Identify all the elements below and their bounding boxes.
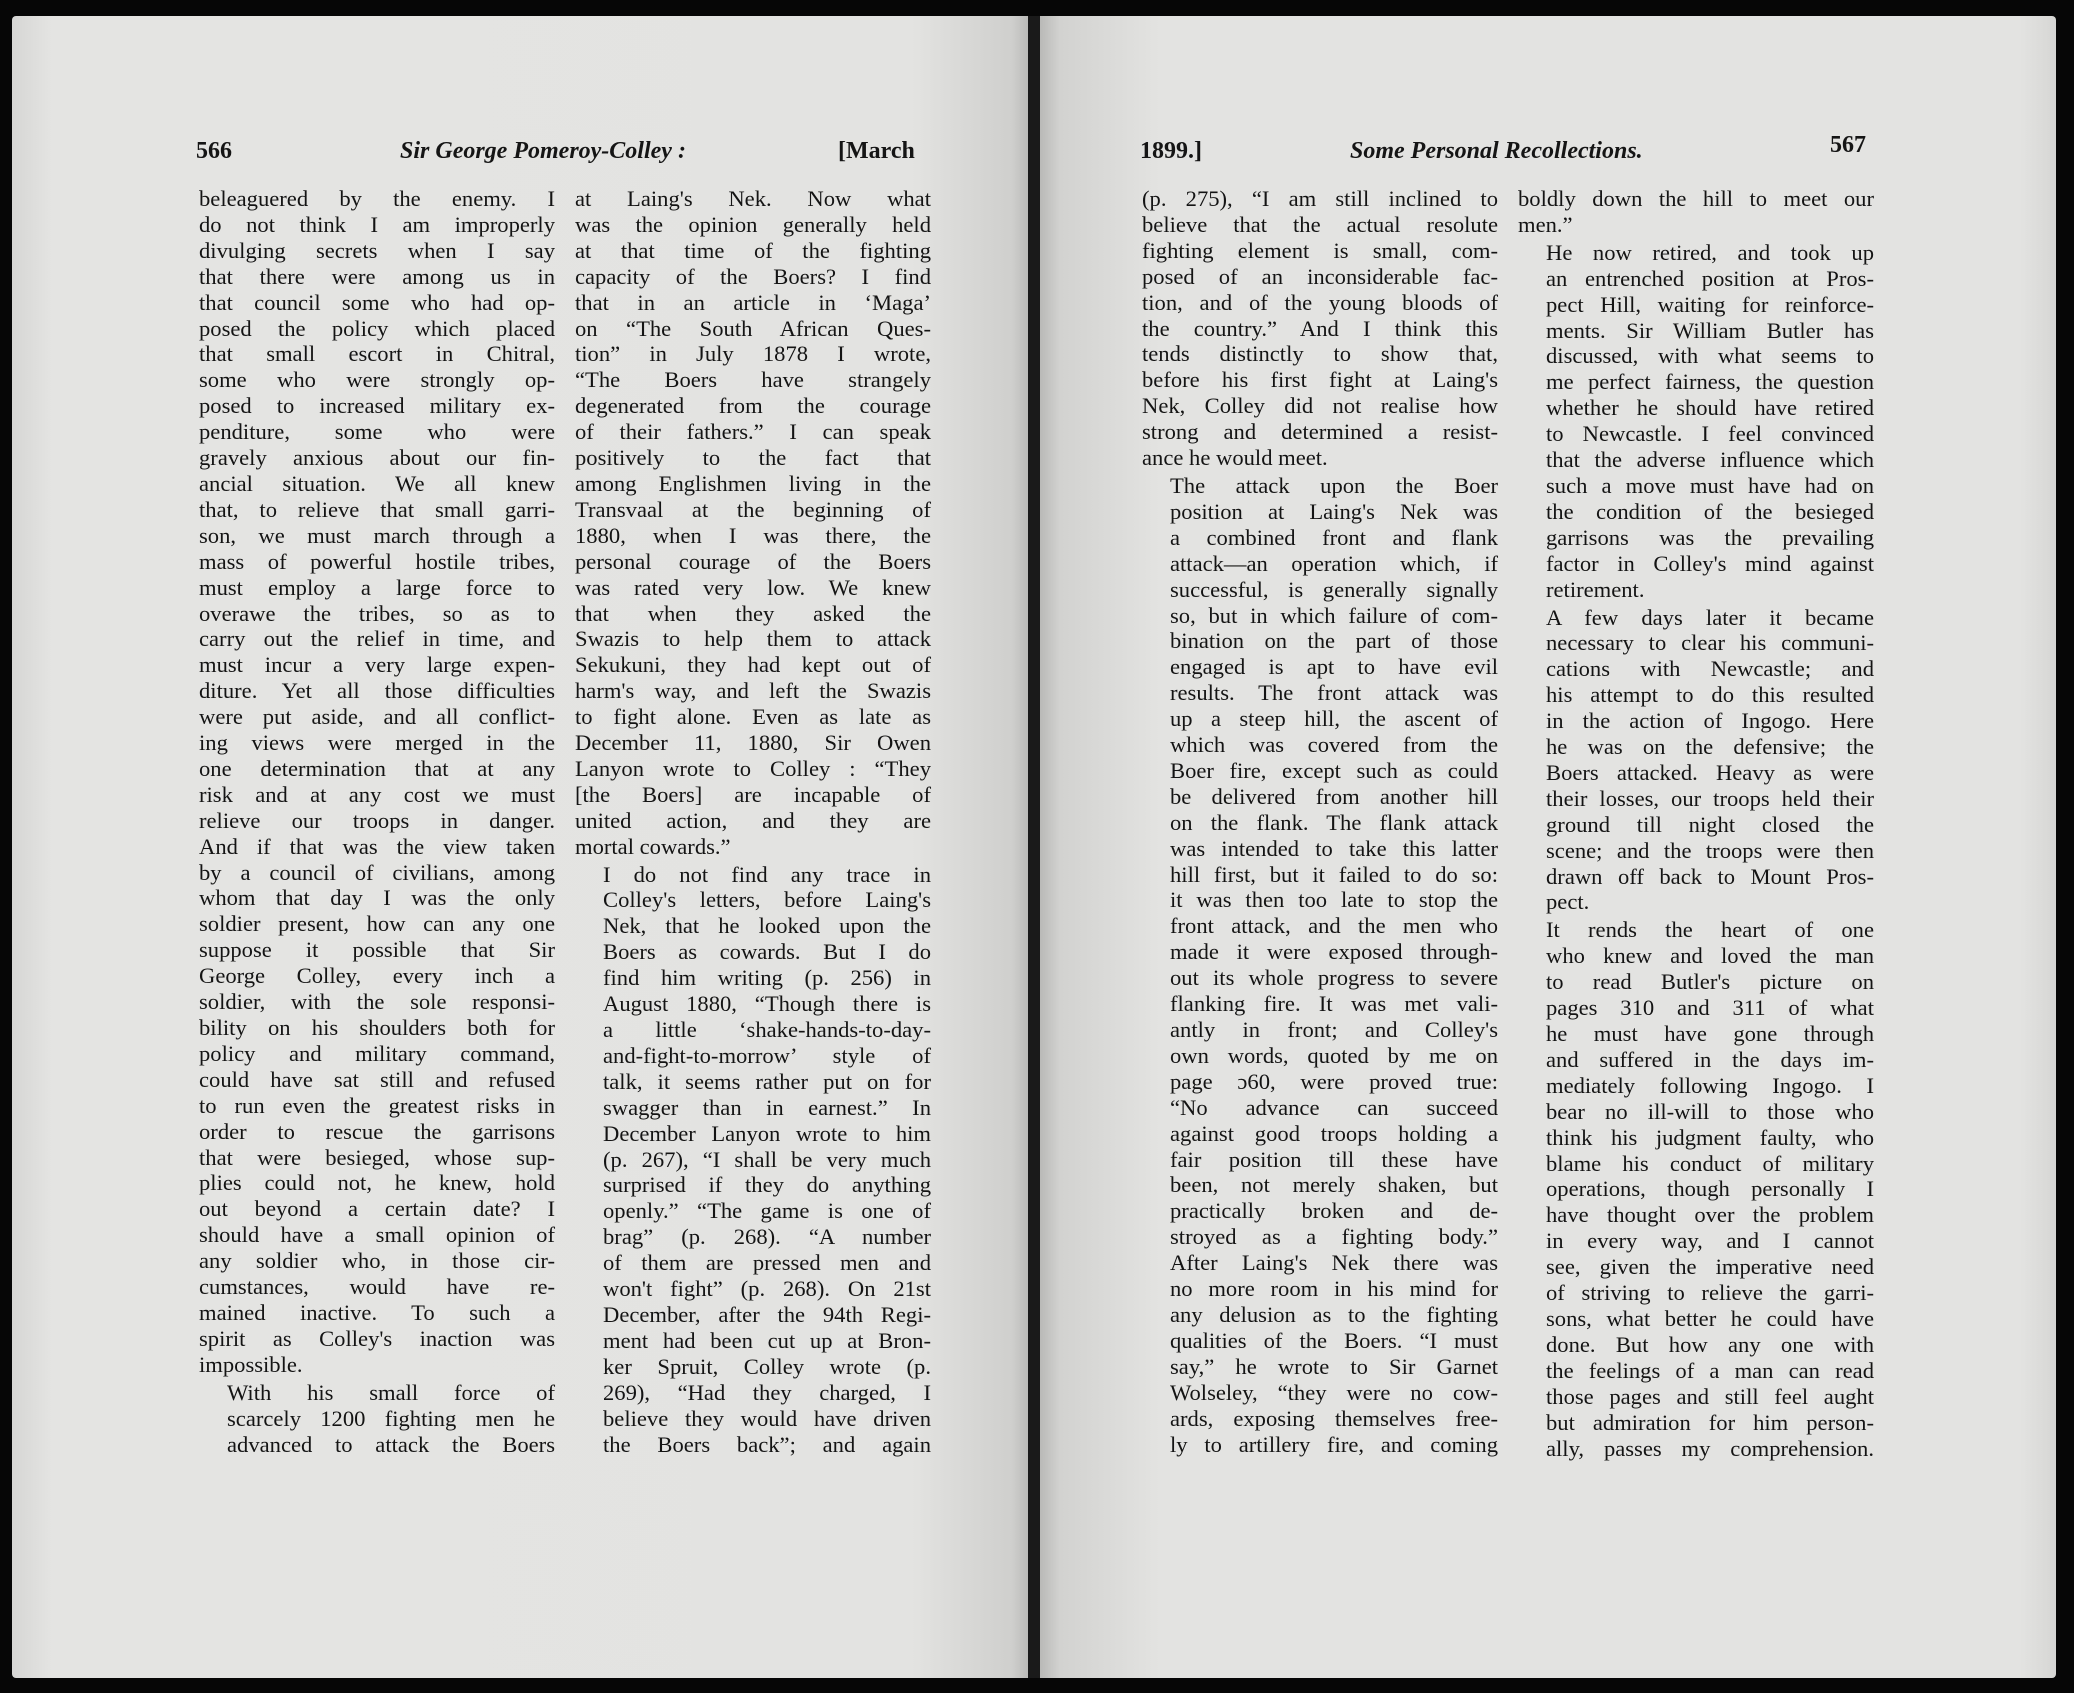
text-line: any soldier who, in those cir- [199, 1248, 555, 1274]
text-line: it was then too late to stop the [1170, 887, 1498, 913]
text-line: harm's way, and left the Swazis [575, 678, 931, 704]
text-line: and suffered in the days im- [1546, 1046, 1874, 1072]
text-line: December 11, 1880, Sir Owen [575, 730, 931, 756]
text-line: positively to the fact that [575, 445, 931, 471]
text-line: He now retired, and took up [1546, 239, 1874, 265]
text-line: believe they would have driven [603, 1405, 931, 1431]
text-line: that the adverse influence which [1546, 447, 1874, 473]
text-line: I do not find any trace in [603, 861, 931, 887]
text-line: “The Boers have strangely [575, 367, 931, 393]
text-line: discussed, with what seems to [1546, 343, 1874, 369]
text-line: say,” he wrote to Sir Garnet [1170, 1353, 1498, 1379]
text-line: to Newcastle. I feel convinced [1546, 421, 1874, 447]
text-line: the Boers back”; and again [603, 1431, 931, 1457]
text-line: mass of powerful hostile tribes, [199, 548, 555, 574]
text-line: ally, passes my comprehension. [1546, 1435, 1874, 1461]
text-line: The attack upon the Boer [1170, 472, 1498, 498]
left-running-right: [March [838, 138, 915, 164]
text-line: (p. 275), “I am still inclined to [1142, 186, 1498, 211]
text-line: before his first fight at Laing's [1142, 367, 1498, 393]
text-line: capacity of the Boers? I find [575, 263, 931, 289]
left-page-column-2 [575, 186, 931, 1457]
text-line: no more room in his mind for [1170, 1276, 1498, 1302]
right-page [1040, 16, 2056, 1678]
text-line: diture. Yet all those difficulties [199, 678, 555, 704]
right-running-title: Some Personal Recollections. [1350, 138, 1643, 164]
text-line: factor in Colley's mind against [1546, 550, 1874, 576]
text-line: some who were strongly op- [199, 367, 555, 393]
paragraph [575, 186, 931, 860]
text-line: Lanyon wrote to Colley : “They [575, 755, 931, 781]
text-line: in the action of Ingogo. Here [1546, 708, 1874, 734]
text-line: ments. Sir William Butler has [1546, 317, 1874, 343]
text-line: son, we must march through a [199, 522, 555, 548]
text-line: in every way, and I cannot [1546, 1228, 1874, 1254]
text-line: find him writing (p. 256) in [603, 965, 931, 991]
text-line: risk and at any cost we must [199, 781, 555, 807]
paragraph [1142, 186, 1498, 471]
text-line: order to rescue the garrisons [199, 1118, 555, 1144]
text-line: engaged is apt to have evil [1170, 654, 1498, 680]
text-line: talk, it seems rather put on for [603, 1068, 931, 1094]
text-line: but admiration for him person- [1546, 1409, 1874, 1435]
text-line: one determination that at any [199, 755, 555, 781]
text-line: see, given the imperative need [1546, 1254, 1874, 1280]
text-line: done. But how any one with [1546, 1331, 1874, 1357]
text-line: he was on the defensive; the [1546, 734, 1874, 760]
text-line: degenerated from the courage [575, 393, 931, 419]
text-line: flanking fire. It was met vali- [1170, 991, 1498, 1017]
text-line: page ɔ60, were proved true: [1170, 1068, 1498, 1094]
text-line: overawe the tribes, so as to [199, 600, 555, 626]
text-line: And if that was the view taken [199, 833, 555, 859]
text-line: openly.” “The game is one of [603, 1198, 931, 1224]
text-line: have thought over the problem [1546, 1202, 1874, 1228]
text-line: bility on his shoulders both for [199, 1015, 555, 1040]
text-line: ground till night closed the [1546, 811, 1874, 837]
text-line: who knew and loved the man [1546, 943, 1874, 969]
text-line: that there were among us in [199, 263, 555, 289]
text-line: that when they asked the [575, 600, 931, 626]
text-line: operations, though personally I [1546, 1176, 1874, 1202]
text-line: me perfect fairness, the question [1546, 369, 1874, 395]
text-line: won't fight” (p. 268). On 21st [603, 1276, 931, 1302]
text-line: antly in front; and Colley's [1170, 1017, 1498, 1042]
left-running-title: Sir George Pomeroy-Colley : [400, 138, 686, 164]
text-line: ancial situation. We all knew [199, 470, 555, 496]
text-line: spirit as Colley's inaction was [199, 1325, 555, 1351]
text-line: retirement. [1546, 576, 1645, 602]
text-line: men.” [1518, 211, 1573, 237]
text-line: Boers as cowards. But I do [603, 939, 931, 965]
text-line: Boer fire, except such as could [1170, 757, 1498, 783]
text-line: do not think I am improperly [199, 211, 555, 237]
text-line: out its whole progress to severe [1170, 965, 1498, 991]
paragraph [1518, 186, 1874, 238]
text-line: his attempt to do this resulted [1546, 682, 1874, 708]
text-line: and-fight-to-morrow’ style of [603, 1042, 931, 1068]
text-line: united action, and they are [575, 807, 931, 833]
paragraph [1142, 473, 1498, 1457]
text-line: Sekukuni, they had kept out of [575, 652, 931, 678]
text-line: he must have gone through [1546, 1021, 1874, 1046]
text-line: personal courage of the Boers [575, 548, 931, 574]
text-line: such a move must have had on [1546, 472, 1874, 498]
paragraph [1518, 605, 1874, 916]
text-line: of striving to relieve the garri- [1546, 1280, 1874, 1306]
text-line: gravely anxious about our fin- [199, 445, 555, 471]
text-line: pages 310 and 311 of what [1546, 995, 1874, 1021]
text-line: that council some who had op- [199, 289, 555, 315]
text-line: mediately following Ingogo. I [1546, 1072, 1874, 1098]
text-line: must incur a very large expen- [199, 652, 555, 678]
left-page-number: 566 [196, 138, 232, 164]
text-line: practically broken and de- [1170, 1198, 1498, 1224]
text-line: were put aside, and all conflict- [199, 704, 555, 730]
left-page [12, 16, 1030, 1678]
text-line: 269), “Had they charged, I [603, 1379, 931, 1405]
text-line: the country.” And I think this [1142, 315, 1498, 341]
text-line: Nek, that he looked upon the [603, 913, 931, 939]
text-line: be delivered from another hill [1170, 783, 1498, 809]
left-running-header [12, 138, 1030, 174]
text-line: “No advance can succeed [1170, 1094, 1498, 1120]
text-line: to read Butler's picture on [1546, 969, 1874, 995]
text-line: soldier present, how can any one [199, 911, 555, 937]
text-line: suppose it possible that Sir [199, 937, 555, 963]
text-line: ance he would meet. [1142, 445, 1328, 471]
text-line: [the Boers] are incapable of [575, 781, 931, 807]
text-line: among Englishmen living in the [575, 470, 931, 496]
text-line: which was covered from the [1170, 732, 1498, 758]
text-line: advanced to attack the Boers [227, 1431, 555, 1457]
text-line: necessary to clear his communi- [1546, 630, 1874, 656]
text-line: Transvaal at the beginning of [575, 496, 931, 522]
paragraph [1518, 917, 1874, 1461]
text-line: December, after the 94th Regi- [603, 1301, 931, 1327]
text-line: mained inactive. To such a [199, 1299, 555, 1325]
text-line: on “The South African Ques- [575, 315, 931, 341]
text-line: at that time of the fighting [575, 237, 931, 263]
text-line: hill first, but it failed to do so: [1170, 861, 1498, 887]
text-line: scarcely 1200 fighting men he [227, 1405, 555, 1431]
text-line: penditure, some who were [199, 419, 555, 445]
text-line: those pages and still feel aught [1546, 1383, 1874, 1409]
text-line: pect Hill, waiting for reinforce- [1546, 291, 1874, 317]
text-line: of their fathers.” I can speak [575, 419, 931, 445]
text-line: results. The front attack was [1170, 680, 1498, 706]
text-line: on the flank. The flank attack [1170, 809, 1498, 835]
text-line: (p. 267), “I shall be very much [603, 1146, 931, 1172]
text-line: scene; and the troops were then [1546, 837, 1874, 863]
text-line: to fight alone. Even as late as [575, 704, 931, 730]
text-line: relieve our troops in danger. [199, 807, 555, 833]
text-line: that were besieged, whose sup- [199, 1144, 555, 1170]
text-line: believe that the actual resolute [1142, 211, 1498, 237]
text-line: any delusion as to the fighting [1170, 1301, 1498, 1327]
text-line: attack—an operation which, if [1170, 550, 1498, 576]
text-line: ards, exposing themselves free- [1170, 1405, 1498, 1431]
text-line: out beyond a certain date? I [199, 1196, 555, 1222]
text-line: mortal cowards.” [575, 833, 731, 859]
text-line: cumstances, would have re- [199, 1274, 555, 1300]
text-line: fighting element is small, com- [1142, 237, 1498, 263]
text-line: plies could not, he knew, hold [199, 1170, 555, 1196]
text-line: their losses, our troops held their [1546, 785, 1874, 811]
text-line: the feelings of a man can read [1546, 1357, 1874, 1383]
text-line: posed of an inconsiderable fac- [1142, 263, 1498, 289]
text-line: Nek, Colley did not realise how [1142, 393, 1498, 419]
text-line: surprised if they do anything [603, 1172, 931, 1198]
text-line: strong and determined a resist- [1142, 419, 1498, 445]
text-line: of them are pressed men and [603, 1250, 931, 1276]
text-line: was rated very low. We knew [575, 574, 931, 600]
text-line: bination on the part of those [1170, 628, 1498, 654]
text-line: stroyed as a fighting body.” [1170, 1224, 1498, 1250]
text-line: pect. [1546, 889, 1590, 915]
text-line: was intended to take this latter [1170, 835, 1498, 861]
text-line: successful, is generally signally [1170, 576, 1498, 602]
right-running-left: 1899.] [1140, 138, 1202, 164]
text-line: policy and military command, [199, 1040, 555, 1066]
text-line: think his judgment faulty, who [1546, 1124, 1874, 1150]
text-line: should have a small opinion of [199, 1222, 555, 1248]
text-line: a combined front and flank [1170, 524, 1498, 550]
text-line: divulging secrets when I say [199, 237, 555, 263]
text-line: posed to increased military ex- [199, 393, 555, 419]
text-line: Boers attacked. Heavy as were [1546, 759, 1874, 785]
text-line: that, to relieve that small garri- [199, 496, 555, 522]
paragraph [575, 862, 931, 1458]
text-line: With his small force of [227, 1379, 555, 1405]
text-line: tion” in July 1878 I wrote, [575, 341, 931, 367]
text-line: front attack, and the men who [1170, 913, 1498, 939]
text-line: 1880, when I was there, the [575, 522, 931, 548]
text-line: at Laing's Nek. Now what [575, 186, 931, 211]
text-line: qualities of the Boers. “I must [1170, 1327, 1498, 1353]
text-line: posed the policy which placed [199, 315, 555, 341]
text-line: boldly down the hill to meet our [1518, 186, 1874, 211]
text-line: to run even the greatest risks in [199, 1092, 555, 1118]
text-line: whether he should have retired [1546, 395, 1874, 421]
text-line: December Lanyon wrote to him [603, 1120, 931, 1146]
text-line: fair position till these have [1170, 1146, 1498, 1172]
text-line: August 1880, “Though there is [603, 991, 931, 1017]
text-line: ker Spruit, Colley wrote (p. [603, 1353, 931, 1379]
text-line: brag” (p. 268). “A number [603, 1224, 931, 1250]
text-line: position at Laing's Nek was [1170, 498, 1498, 524]
text-line: an entrenched position at Pros- [1546, 265, 1874, 291]
text-line: tion, and of the young bloods of [1142, 289, 1498, 315]
text-line: that in an article in ‘Maga’ [575, 289, 931, 315]
text-line: blame his conduct of military [1546, 1150, 1874, 1176]
left-page-column-1 [199, 186, 555, 1457]
text-line: a little ‘shake-hands-to-day- [603, 1017, 931, 1042]
text-line: up a steep hill, the ascent of [1170, 706, 1498, 732]
text-line: beleaguered by the enemy. I [199, 186, 555, 211]
text-line: carry out the relief in time, and [199, 626, 555, 652]
text-line: ly to artillery fire, and coming [1170, 1431, 1498, 1457]
text-line: garrisons was the prevailing [1546, 524, 1874, 550]
text-line: tends distinctly to show that, [1142, 341, 1498, 367]
text-line: ment had been cut up at Bron- [603, 1327, 931, 1353]
text-line: George Colley, every inch a [199, 963, 555, 989]
right-running-header [1040, 132, 2056, 174]
right-page-column-1 [1142, 186, 1498, 1457]
text-line: the condition of the besieged [1546, 498, 1874, 524]
text-line: swagger than in earnest.” In [603, 1094, 931, 1120]
text-line: been, not merely shaken, but [1170, 1172, 1498, 1198]
right-page-column-2 [1518, 186, 1874, 1461]
text-line: whom that day I was the only [199, 885, 555, 911]
text-line: own words, quoted by me on [1170, 1042, 1498, 1068]
text-line: It rends the heart of one [1546, 917, 1874, 943]
text-line: soldier, with the sole responsi- [199, 989, 555, 1015]
text-line: must employ a large force to [199, 574, 555, 600]
text-line: ing views were merged in the [199, 730, 555, 756]
text-line: was the opinion generally held [575, 211, 931, 237]
right-page-number: 567 [1830, 132, 1866, 158]
text-line: Colley's letters, before Laing's [603, 887, 931, 913]
paragraph [199, 186, 555, 1378]
text-line: cations with Newcastle; and [1546, 656, 1874, 682]
text-line: Swazis to help them to attack [575, 626, 931, 652]
text-line: made it were exposed through- [1170, 939, 1498, 965]
text-line: Wolseley, “they were no cow- [1170, 1379, 1498, 1405]
text-line: impossible. [199, 1351, 303, 1377]
text-line: After Laing's Nek there was [1170, 1250, 1498, 1276]
text-line: could have sat still and refused [199, 1066, 555, 1092]
text-line: so, but in which failure of com- [1170, 602, 1498, 628]
text-line: sons, what better he could have [1546, 1305, 1874, 1331]
text-line: bear no ill-will to those who [1546, 1098, 1874, 1124]
text-line: drawn off back to Mount Pros- [1546, 863, 1874, 889]
paragraph [199, 1380, 555, 1458]
text-line: by a council of civilians, among [199, 859, 555, 885]
paragraph [1518, 240, 1874, 603]
text-line: against good troops holding a [1170, 1120, 1498, 1146]
text-line: A few days later it became [1546, 604, 1874, 630]
text-line: that small escort in Chitral, [199, 341, 555, 367]
